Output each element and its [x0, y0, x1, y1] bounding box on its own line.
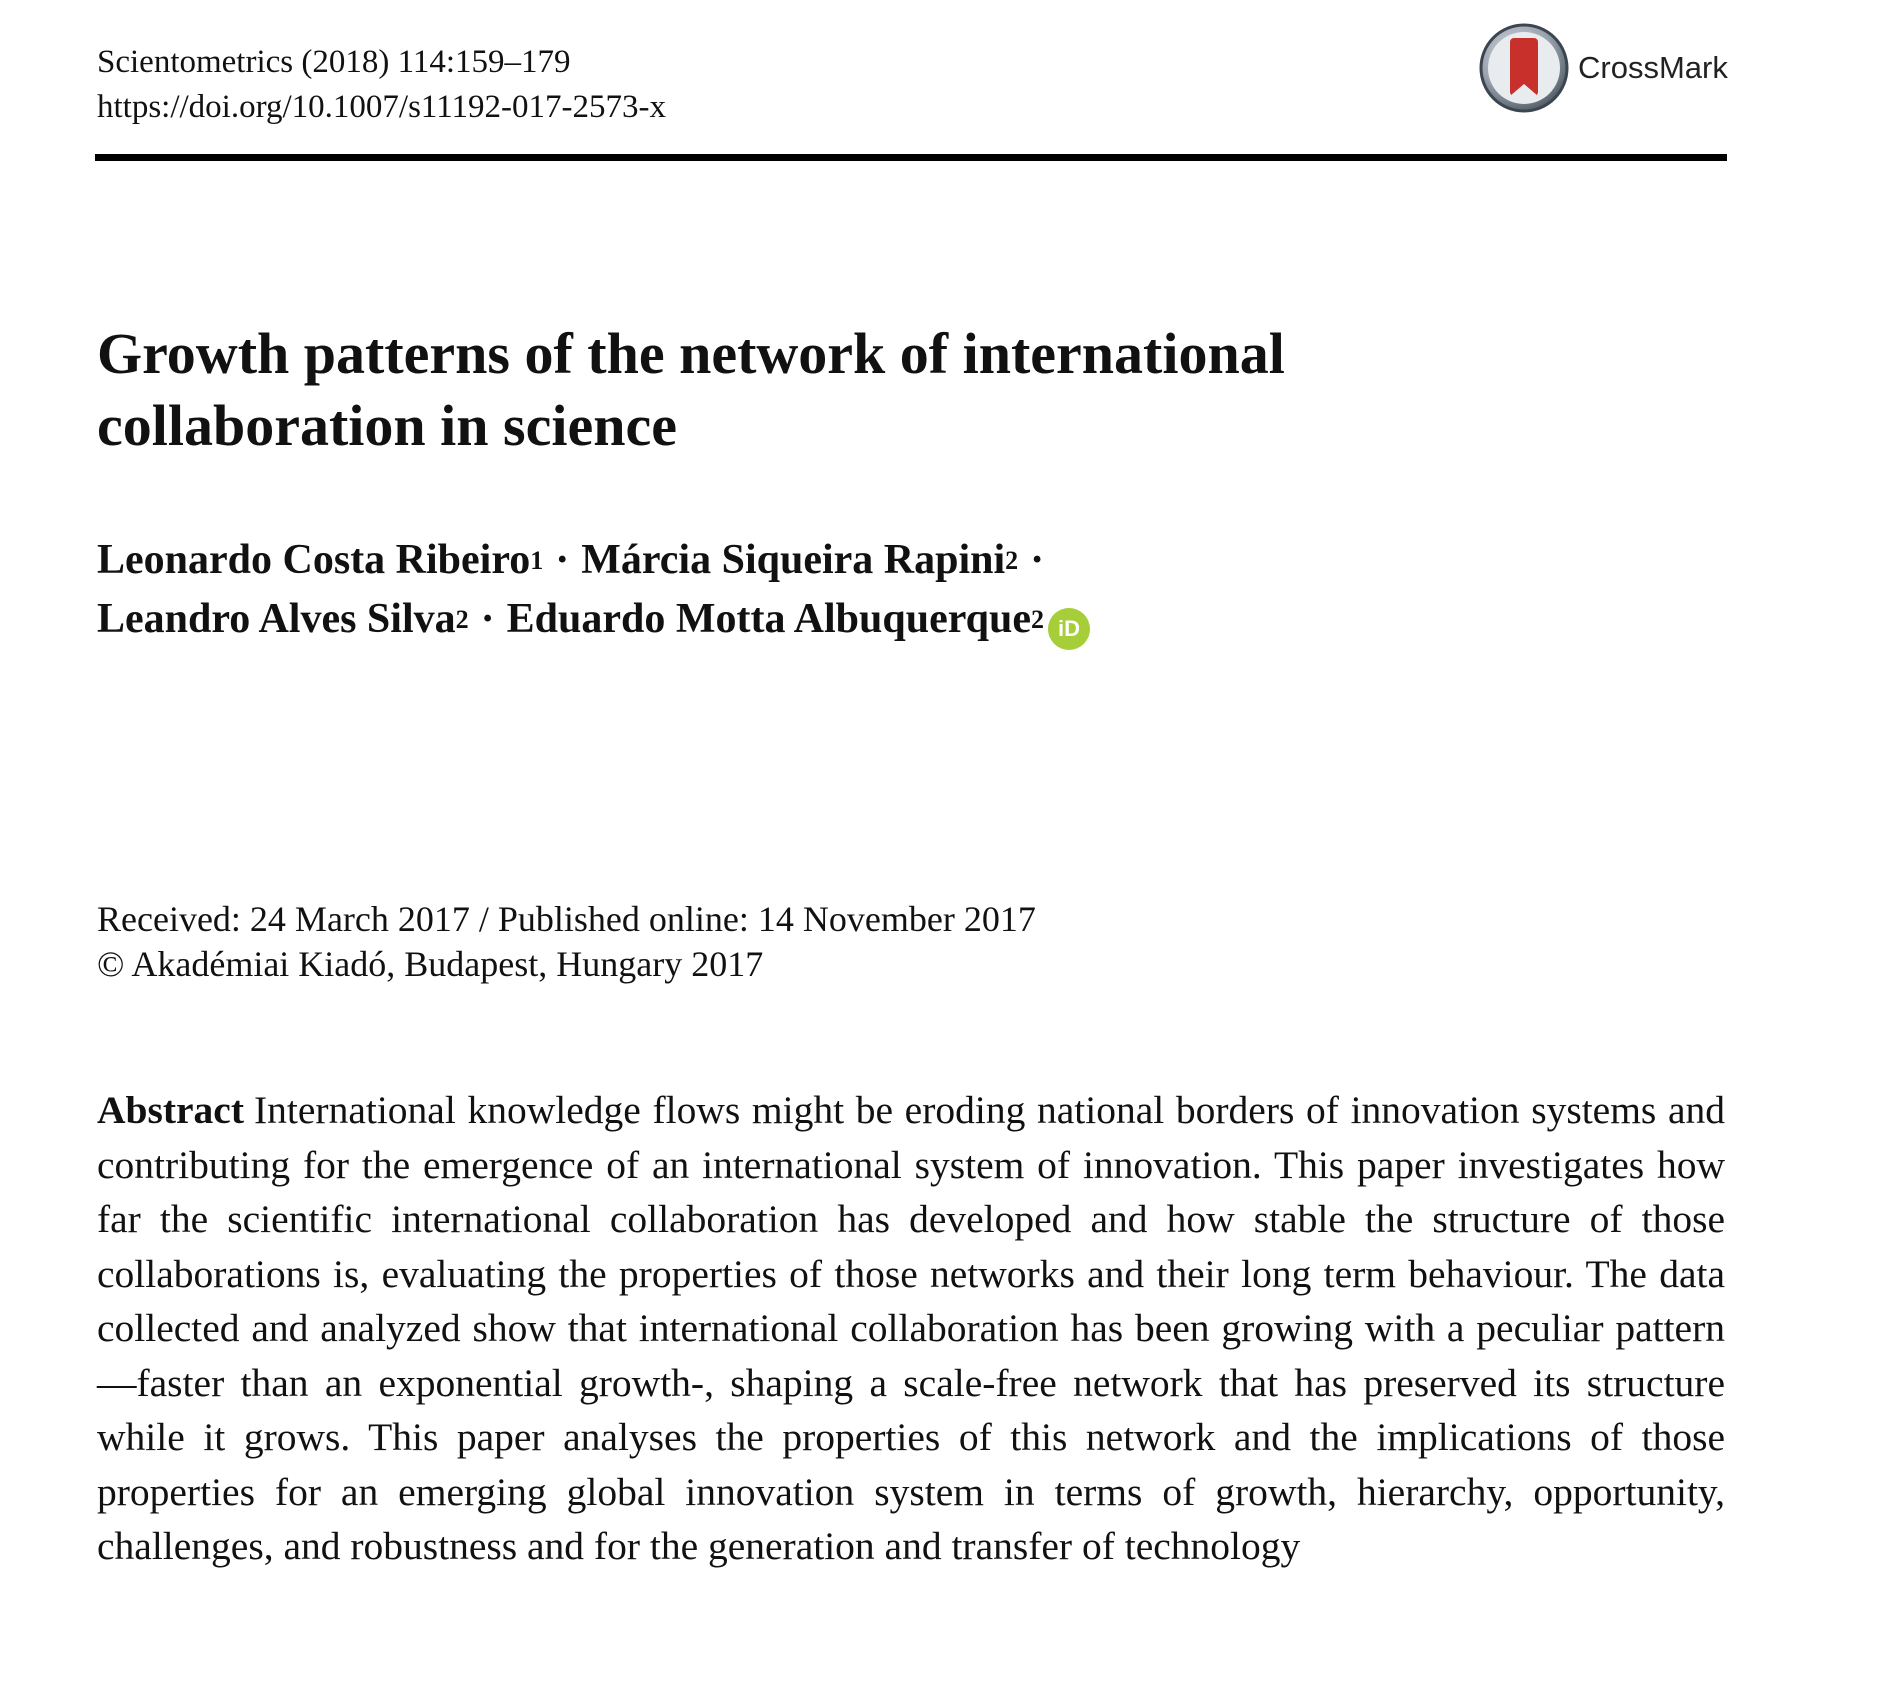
article-title: Growth patterns of the network of international collaboration in science — [97, 321, 1285, 458]
author-affiliation: 2 — [1005, 546, 1019, 575]
journal-reference — [97, 40, 666, 130]
author-list — [97, 533, 1090, 651]
author-line-2 — [97, 592, 1090, 651]
author-affiliation: 2 — [455, 605, 469, 634]
author-name[interactable]: Leandro Alves Silva — [97, 596, 456, 642]
copyright-notice: © Akadémiai Kiadó, Budapest, Hungary 2017 — [97, 944, 764, 984]
crossmark-label: CrossMark — [1578, 50, 1728, 85]
journal-citation: Scientometrics (2018) 114:159–179 — [97, 44, 571, 80]
abstract — [97, 1083, 1725, 1574]
author-name[interactable]: Leonardo Costa Ribeiro — [97, 537, 531, 583]
publication-dates: Received: 24 March 2017 / Published online: 14 November 2017 — [97, 899, 1036, 939]
author-affiliation: 1 — [530, 546, 544, 575]
author-affiliation: 2 — [1030, 605, 1044, 634]
crossmark-badge[interactable] — [1478, 22, 1728, 114]
author-name[interactable]: Márcia Siqueira Rapini — [581, 537, 1006, 583]
header-divider — [95, 154, 1727, 161]
abstract-text: International knowledge flows might be eroding national borders of innovation systems and contributing for the emergence of an international system of innovation. This paper investigates how far the scientific international collaboration has developed and how stable the structure of those collaborations is, evaluating the properties of those networks and their long term behaviour. The data collected and analyzed show that international collaboration has been growing with a peculiar pattern—faster than an exponential growth-, shaping a scale-free network that has preserved its structure while it grows. This paper analyses the properties of this network and the implications of those properties for an emerging global innovation system in terms of growth, hierarchy, opportunity, challenges, and robustness and for the generation and transfer of technology — [97, 1088, 1725, 1568]
doi-link[interactable]: https://doi.org/10.1007/s11192-017-2573-x — [97, 89, 666, 125]
author-separator: · — [1030, 537, 1045, 583]
author-separator: · — [555, 537, 570, 583]
crossmark-icon — [1478, 22, 1570, 114]
author-name[interactable]: Eduardo Motta Albuquerque — [506, 596, 1031, 642]
publication-info — [97, 897, 1036, 987]
author-line-1 — [97, 533, 1090, 592]
author-separator: · — [480, 596, 495, 642]
orcid-icon[interactable]: iD — [1048, 608, 1090, 650]
abstract-heading: Abstract — [97, 1088, 244, 1132]
